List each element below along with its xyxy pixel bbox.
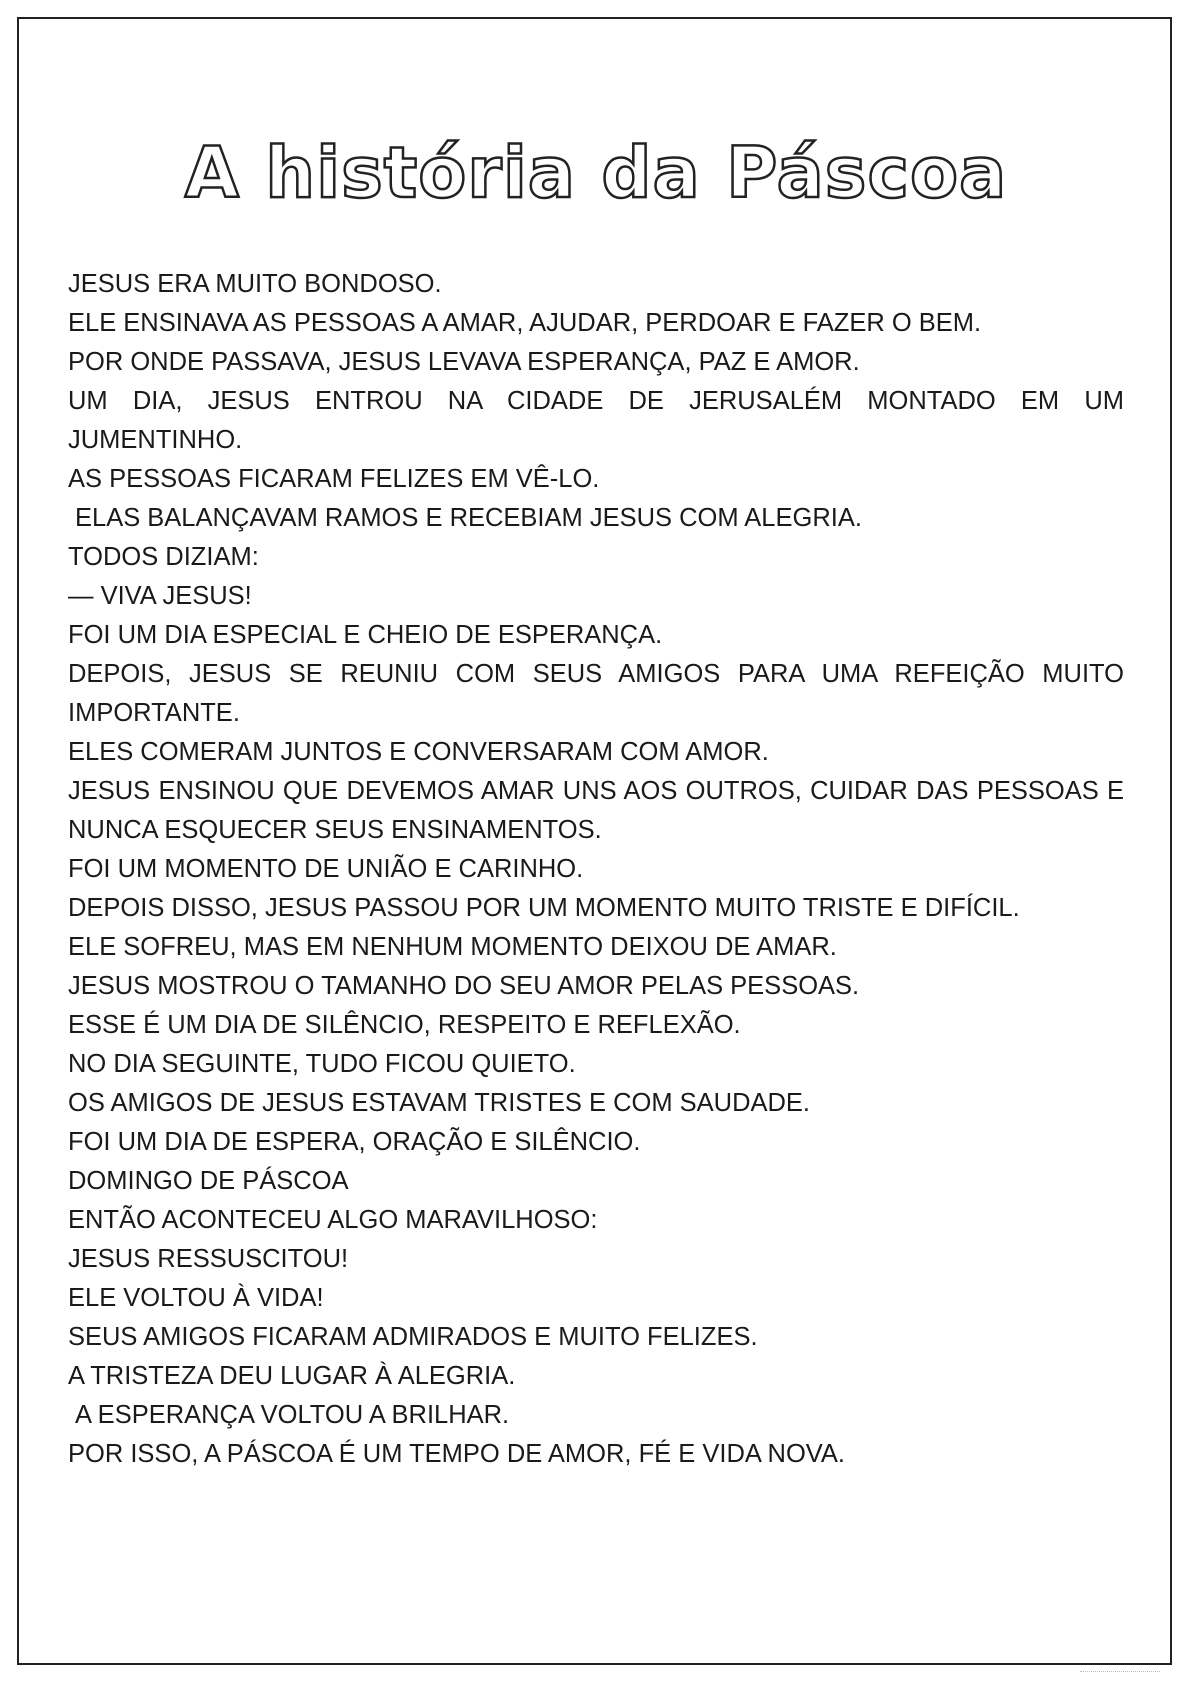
story-line: DOMINGO DE PÁSCOA: [68, 1167, 349, 1195]
story-line: FOI UM DIA ESPECIAL E CHEIO DE ESPERANÇA.: [68, 621, 663, 649]
story-line: DEPOIS, JESUS SE REUNIU COM SEUS AMIGOS PARA UMA REFEIÇÃO MUITO IMPORTANTE.: [68, 660, 1124, 727]
story-line: JESUS MOSTROU O TAMANHO DO SEU AMOR PELAS PESSOAS.: [68, 972, 860, 1000]
story-line: AS PESSOAS FICARAM FELIZES EM VÊ-LO.: [68, 465, 600, 493]
story-line: ELES COMERAM JUNTOS E CONVERSARAM COM AMOR.: [68, 738, 769, 766]
story-line: TODOS DIZIAM:: [68, 543, 259, 571]
story-line: UM DIA, JESUS ENTROU NA CIDADE DE JERUSALÉM MONTADO EM UM JUMENTINHO.: [68, 387, 1124, 454]
story-line: FOI UM DIA DE ESPERA, ORAÇÃO E SILÊNCIO.: [68, 1128, 641, 1156]
story-line: ELE ENSINAVA AS PESSOAS A AMAR, AJUDAR, PERDOAR E FAZER O BEM.: [68, 309, 982, 337]
story-line: ESSE É UM DIA DE SILÊNCIO, RESPEITO E REFLEXÃO.: [68, 1011, 741, 1039]
page-title: A história da Páscoa: [184, 132, 1008, 214]
story-line: POR ISSO, A PÁSCOA É UM TEMPO DE AMOR, FÉ E VIDA NOVA.: [68, 1440, 846, 1468]
story-line: ELE VOLTOU À VIDA!: [68, 1284, 324, 1312]
story-line: ELAS BALANÇAVAM RAMOS E RECEBIAM JESUS COM ALEGRIA.: [75, 504, 862, 532]
story-line: DEPOIS DISSO, JESUS PASSOU POR UM MOMENTO MUITO TRISTE E DIFÍCIL.: [68, 894, 1020, 922]
story-line: A TRISTEZA DEU LUGAR À ALEGRIA.: [68, 1362, 516, 1390]
story-line: NO DIA SEGUINTE, TUDO FICOU QUIETO.: [68, 1050, 576, 1078]
story-line: A ESPERANÇA VOLTOU A BRILHAR.: [75, 1401, 510, 1429]
story-line: OS AMIGOS DE JESUS ESTAVAM TRISTES E COM SAUDADE.: [68, 1089, 811, 1117]
story-line: — VIVA JESUS!: [68, 582, 252, 610]
footer-dots: [1080, 1671, 1160, 1678]
story-line: FOI UM MOMENTO DE UNIÃO E CARINHO.: [68, 855, 584, 883]
story-line: ELE SOFREU, MAS EM NENHUM MOMENTO DEIXOU DE AMAR.: [68, 933, 837, 961]
story-line: ENTÃO ACONTECEU ALGO MARAVILHOSO:: [68, 1206, 598, 1234]
story-line: JESUS ERA MUITO BONDOSO.: [68, 270, 442, 298]
story-line: JESUS RESSUSCITOU!: [68, 1245, 349, 1273]
story-line: POR ONDE PASSAVA, JESUS LEVAVA ESPERANÇA, PAZ E AMOR.: [68, 348, 860, 376]
story-line: JESUS ENSINOU QUE DEVEMOS AMAR UNS AOS OUTROS, CUIDAR DAS PESSOAS E NUNCA ESQUECER SEUS ENSINAMENTOS.: [68, 777, 1124, 844]
story-text: [68, 265, 1124, 1474]
story-line: SEUS AMIGOS FICARAM ADMIRADOS E MUITO FELIZES.: [68, 1323, 758, 1351]
